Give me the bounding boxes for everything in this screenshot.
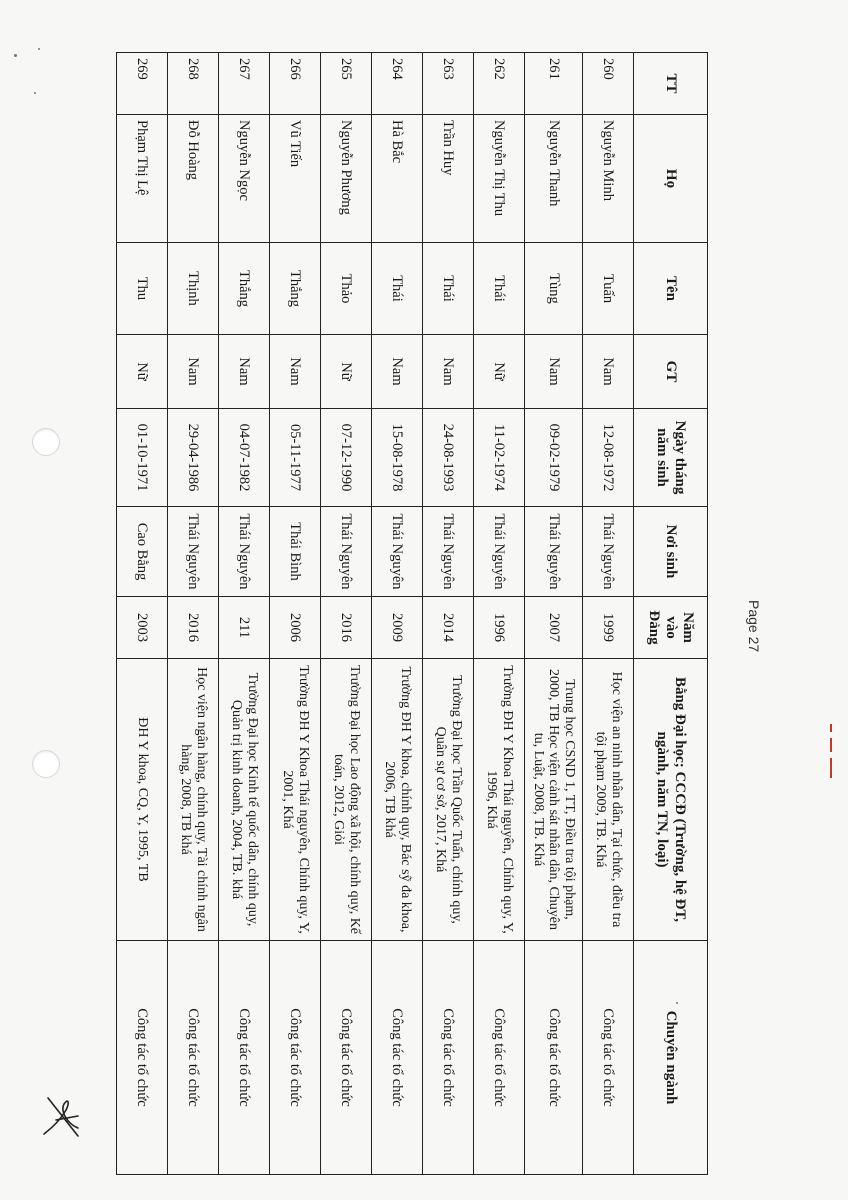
cell-place: Thái Nguyên: [219, 507, 270, 597]
cell-gt: Nam: [423, 335, 474, 409]
header-degree: Bằng Đại học; CCCĐ (Trường, hệ ĐT, ngành, năm TN, loại): [634, 659, 708, 941]
cell-place: Thái Nguyên: [474, 507, 525, 597]
table-row: [423, 53, 474, 1175]
table-row: [270, 53, 321, 1175]
cell-tt: 269: [117, 53, 168, 115]
table-row: [168, 53, 219, 1175]
cell-tt: 267: [219, 53, 270, 115]
cell-party: 2016: [168, 597, 219, 659]
header-gt: GT: [634, 335, 708, 409]
cell-party: 2003: [117, 597, 168, 659]
cell-ho: Nguyễn Ngọc: [219, 115, 270, 243]
cell-degree: Trường ĐH Y khoa, chính quy, Bác sỹ đa khoa, 2006, TB khá: [372, 659, 423, 941]
header-ho: Họ: [634, 115, 708, 243]
cell-gt: Nam: [270, 335, 321, 409]
cell-major: Công tác tổ chức: [583, 941, 634, 1175]
cell-party: 1999: [583, 597, 634, 659]
cell-place: Cao Bằng: [117, 507, 168, 597]
cell-major: Công tác tổ chức: [168, 941, 219, 1175]
cell-ten: Thái: [372, 243, 423, 335]
cell-gt: Nam: [525, 335, 583, 409]
cell-ten: Thắng: [270, 243, 321, 335]
personnel-table: [116, 52, 708, 1175]
scan-speck: [14, 54, 17, 57]
red-stamp-mark: [828, 722, 834, 780]
cell-degree: Trung học CSND 1, TT, Điều tra tội phạm, 2000, TB Học viện cảnh sát nhân dân, Chuyên tu, Luật, 2008, TB. Khá: [525, 659, 583, 941]
cell-ho: Nguyễn Minh: [583, 115, 634, 243]
cell-ten: Thảo: [321, 243, 372, 335]
cell-tt: 265: [321, 53, 372, 115]
cell-tt: 262: [474, 53, 525, 115]
cell-ho: Nguyễn Thanh: [525, 115, 583, 243]
cell-dob: 12-08-1972: [583, 409, 634, 507]
cell-ho: Trần Huy: [423, 115, 474, 243]
cell-ten: Thu: [117, 243, 168, 335]
cell-major: Công tác tổ chức: [270, 941, 321, 1175]
cell-dob: 29-04-1986: [168, 409, 219, 507]
cell-place: Thái Nguyên: [168, 507, 219, 597]
cell-dob: 07-12-1990: [321, 409, 372, 507]
cell-degree: Học viện an ninh nhân dân, Tại chức, điều tra tội phạm 2009, TB. Khá: [583, 659, 634, 941]
cell-degree: Trường ĐH Y Khoa Thái nguyên, Chính quy, Y, 1996, Khá: [474, 659, 525, 941]
cell-party: 2007: [525, 597, 583, 659]
cell-place: Thái Nguyên: [583, 507, 634, 597]
scan-speck: [38, 48, 40, 50]
cell-gt: Nữ: [321, 335, 372, 409]
cell-party: 211: [219, 597, 270, 659]
cell-degree: Học viện ngân hàng, chính quy, Tài chính ngân hàng, 2008, TB khá: [168, 659, 219, 941]
page-number: Page 27: [746, 600, 762, 653]
cell-gt: Nữ: [474, 335, 525, 409]
scan-speck: [34, 92, 36, 94]
cell-major: Công tác tổ chức: [474, 941, 525, 1175]
cell-party: 2006: [270, 597, 321, 659]
cell-ho: Đỗ Hoàng: [168, 115, 219, 243]
cell-place: Thái Nguyên: [372, 507, 423, 597]
cell-ten: Thái: [423, 243, 474, 335]
cell-place: Thái Nguyên: [321, 507, 372, 597]
cell-tt: 264: [372, 53, 423, 115]
table-row: [117, 53, 168, 1175]
table-row: [525, 53, 583, 1175]
cell-major: Công tác tổ chức: [423, 941, 474, 1175]
cell-major: Công tác tổ chức: [321, 941, 372, 1175]
cell-gt: Nam: [219, 335, 270, 409]
header-place: Nơi sinh: [634, 507, 708, 597]
cell-dob: 11-02-1974: [474, 409, 525, 507]
rotated-table-container: [118, 52, 708, 1174]
punch-hole-bottom: [32, 750, 60, 778]
cell-ho: Hà Bắc: [372, 115, 423, 243]
cell-major: Công tác tổ chức: [372, 941, 423, 1175]
cell-gt: Nam: [372, 335, 423, 409]
cell-ten: Tùng: [525, 243, 583, 335]
table-row: [583, 53, 634, 1175]
header-major: Chuyên ngành: [634, 941, 708, 1175]
cell-dob: 05-11-1977: [270, 409, 321, 507]
cell-dob: 15-08-1978: [372, 409, 423, 507]
table-row: [219, 53, 270, 1175]
cell-party: 2009: [372, 597, 423, 659]
cell-dob: 04-07-1982: [219, 409, 270, 507]
cell-ho: Phạm Thị Lệ: [117, 115, 168, 243]
cell-gt: Nữ: [117, 335, 168, 409]
cell-gt: Nam: [168, 335, 219, 409]
cell-ten: Tuấn: [583, 243, 634, 335]
cell-place: Thái Bình: [270, 507, 321, 597]
cell-ho: Nguyễn Thị Thu: [474, 115, 525, 243]
cell-place: Thái Nguyên: [423, 507, 474, 597]
cell-tt: 260: [583, 53, 634, 115]
cell-dob: 09-02-1979: [525, 409, 583, 507]
cell-dob: 24-08-1993: [423, 409, 474, 507]
signature-mark: [38, 1090, 92, 1144]
table-body: [117, 53, 634, 1175]
cell-major: Công tác tổ chức: [219, 941, 270, 1175]
header-party: Năm vào Đảng: [634, 597, 708, 659]
cell-party: 2016: [321, 597, 372, 659]
table-row: [474, 53, 525, 1175]
cell-ten: Thái: [474, 243, 525, 335]
cell-major: Công tác tổ chức: [117, 941, 168, 1175]
cell-degree: ĐH Y khoa, CQ, Y, 1995, TB: [117, 659, 168, 941]
cell-party: 1996: [474, 597, 525, 659]
table-header-row: [634, 53, 708, 1175]
cell-ho: Nguyễn Phương: [321, 115, 372, 243]
cell-ten: Thắng: [219, 243, 270, 335]
cell-tt: 263: [423, 53, 474, 115]
cell-place: Thái Nguyên: [525, 507, 583, 597]
table-row: [372, 53, 423, 1175]
cell-party: 2014: [423, 597, 474, 659]
cell-degree: Trường Đại học Trần Quốc Tuấn, chính quy, Quân sự cơ sở, 2017, Khá: [423, 659, 474, 941]
header-tt: TT: [634, 53, 708, 115]
table-row: [321, 53, 372, 1175]
cell-degree: Trường Đại học Lao động xã hội, chính quy, Kế toán, 2012, Giỏi: [321, 659, 372, 941]
cell-gt: Nam: [583, 335, 634, 409]
header-dob: Ngày tháng năm sinh: [634, 409, 708, 507]
cell-ho: Vũ Tiến: [270, 115, 321, 243]
cell-major: Công tác tổ chức: [525, 941, 583, 1175]
header-ten: Tên: [634, 243, 708, 335]
cell-dob: 01-10-1971: [117, 409, 168, 507]
cell-ten: Thịnh: [168, 243, 219, 335]
cell-degree: Trường ĐH Y Khoa Thái nguyên, Chính quy, Y, 2001, Khá: [270, 659, 321, 941]
punch-hole-top: [32, 428, 60, 456]
cell-degree: Trường Đại học Kinh tế quốc dân, chính quy, Quản trị kinh doanh, 2004, TB. khá: [219, 659, 270, 941]
cell-tt: 261: [525, 53, 583, 115]
cell-tt: 266: [270, 53, 321, 115]
cell-tt: 268: [168, 53, 219, 115]
